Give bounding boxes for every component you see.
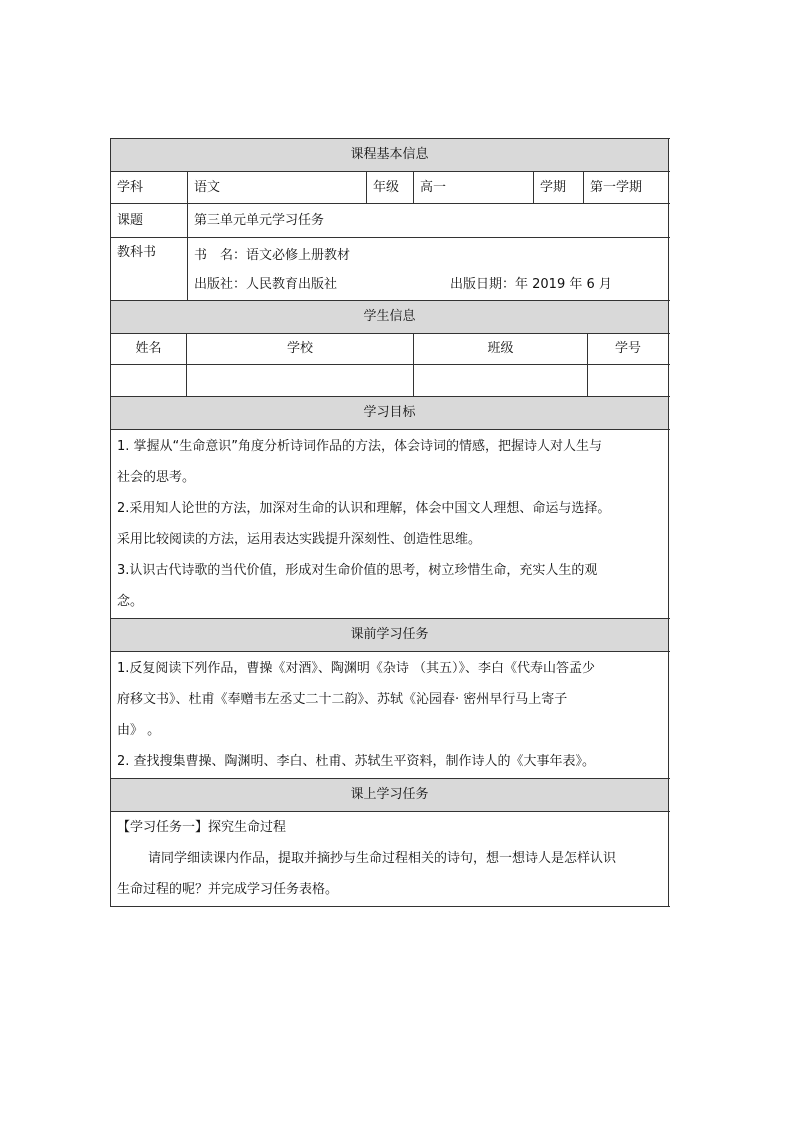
grade-label: 年级 <box>367 172 414 203</box>
objectives-row <box>111 430 670 619</box>
col-student-id: 学号 <box>588 334 669 364</box>
task1-title: 【学习任务一】探究生命过程 <box>117 820 287 835</box>
topic-label: 课题 <box>111 204 188 237</box>
book-name-line: 书 名：语文必修上册教材 <box>194 248 351 263</box>
textbook-details <box>188 238 669 300</box>
basic-info-header-row <box>111 139 670 172</box>
publisher-line: 出版社：人民教育出版社 <box>194 277 338 292</box>
class-value[interactable] <box>414 365 588 396</box>
course-table <box>110 138 670 907</box>
grade-value: 高一 <box>414 172 534 203</box>
subject-value: 语文 <box>188 172 367 203</box>
pre-task-line: 2. 查找搜集曹操、陶渊明、李白、杜甫、苏轼生平资料，制作诗人的《大事年表》。 <box>117 754 596 769</box>
objectives-header-row <box>111 397 670 430</box>
objective-line: 3.认识古代诗歌的当代价值，形成对生命价值的思考，树立珍惜生命，充实人生的观 <box>117 563 598 578</box>
pre-tasks-row <box>111 652 670 779</box>
class-tasks-header: 课上学习任务 <box>111 779 669 811</box>
task1-line2: 生命过程的呢？并完成学习任务表格。 <box>117 882 339 897</box>
class-tasks-header-row <box>111 779 670 812</box>
topic-value: 第三单元单元学习任务 <box>188 204 669 237</box>
objectives-text <box>111 430 669 618</box>
term-label: 学期 <box>534 172 584 203</box>
term-value: 第一学期 <box>584 172 669 203</box>
pre-task-line: 府移文书》、杜甫《奉赠韦左丞丈二十二韵》、苏轼《沁园春· 密州早行马上寄子 <box>117 692 568 707</box>
publisher-date-line <box>194 271 662 298</box>
objectives-header: 学习目标 <box>111 397 669 429</box>
textbook-row <box>111 238 670 301</box>
pre-task-line: 1.反复阅读下列作品，曹操《对酒》、陶渊明《杂诗 （其五）》、李白《代寿山答孟少 <box>117 661 596 676</box>
col-class: 班级 <box>414 334 588 364</box>
objective-line: 社会的思考。 <box>117 470 196 485</box>
objective-line: 1. 掌握从“生命意识”角度分析诗词作品的方法，体会诗词的情感，把握诗人对人生与 <box>117 439 603 454</box>
pre-task-line: 由》 。 <box>117 723 161 738</box>
col-school: 学校 <box>187 334 414 364</box>
subject-row <box>111 172 670 204</box>
student-info-header-row <box>111 301 670 334</box>
basic-info-header: 课程基本信息 <box>111 139 669 171</box>
student-id-value[interactable] <box>588 365 669 396</box>
student-columns-row <box>111 334 670 365</box>
objective-line: 2.采用知人论世的方法，加深对生命的认识和理解，体会中国文人理想、命运与选择。 <box>117 501 611 516</box>
objective-line: 采用比较阅读的方法，运用表达实践提升深刻性、创造性思维。 <box>117 532 482 547</box>
student-values-row <box>111 365 670 397</box>
task1-line1: 请同学细读课内作品，提取并摘抄与生命过程相关的诗句，想一想诗人是怎样认识 <box>148 851 617 866</box>
pre-tasks-header: 课前学习任务 <box>111 619 669 651</box>
school-value[interactable] <box>187 365 414 396</box>
pre-tasks-header-row <box>111 619 670 652</box>
student-info-header: 学生信息 <box>111 301 669 333</box>
topic-row <box>111 204 670 238</box>
pre-tasks-text <box>111 652 669 778</box>
subject-label: 学科 <box>111 172 188 203</box>
publish-date-line: 出版日期：年 2019 年 6 月 <box>450 277 612 292</box>
objective-line: 念。 <box>117 594 144 609</box>
name-value[interactable] <box>111 365 187 396</box>
col-name: 姓名 <box>111 334 187 364</box>
class-tasks-row <box>111 812 670 907</box>
textbook-label: 教科书 <box>111 238 188 300</box>
class-tasks-text <box>111 812 669 906</box>
